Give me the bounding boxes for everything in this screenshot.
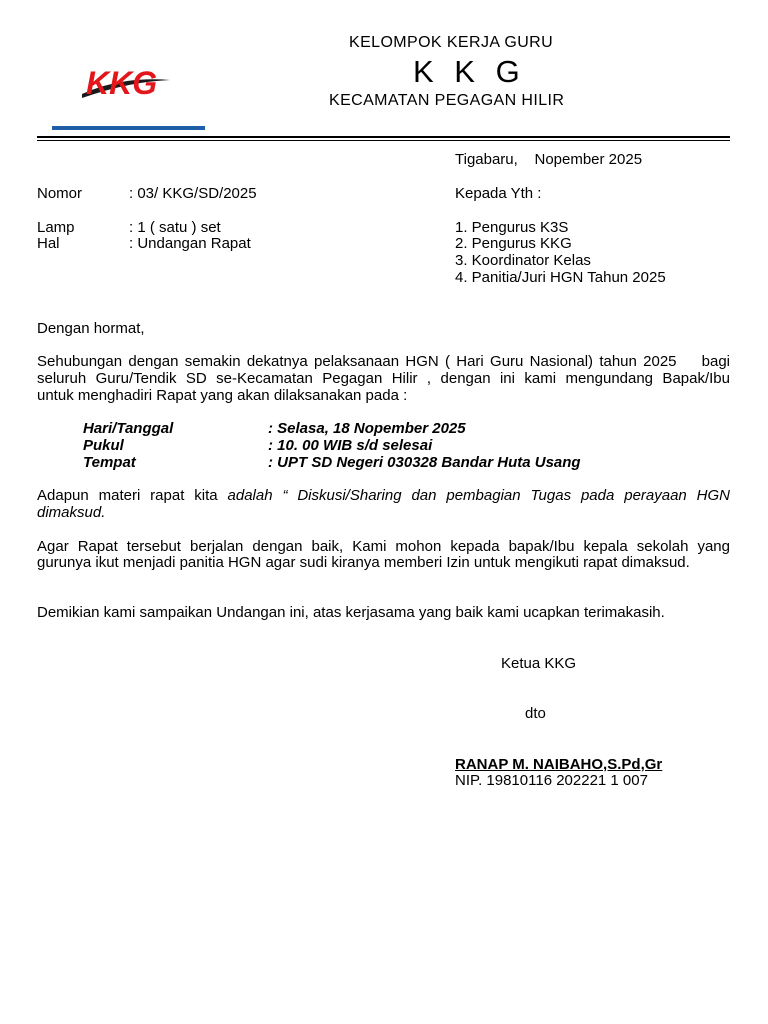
letterhead-divider-thin bbox=[37, 140, 730, 141]
signatory-name: RANAP M. NAIBAHO,S.Pd,Gr bbox=[455, 756, 663, 773]
meta-value-nomor: : 03/ KKG/SD/2025 bbox=[129, 185, 257, 202]
materi-line bbox=[37, 487, 730, 504]
recipient-item: 2. Pengurus KKG bbox=[455, 235, 572, 252]
meta-label-lamp: Lamp bbox=[37, 219, 75, 236]
meta-label-nomor: Nomor bbox=[37, 185, 83, 202]
recipient-item: 4. Panitia/Juri HGN Tahun 2025 bbox=[455, 269, 666, 286]
materi-line-end: dimaksud. bbox=[37, 504, 106, 521]
kkg-logo bbox=[52, 36, 205, 132]
signature-mark: dto bbox=[525, 705, 546, 722]
letterhead-district: KECAMATAN PEGAGAN HILIR bbox=[329, 92, 565, 109]
signature-title: Ketua KKG bbox=[501, 655, 577, 672]
detail-label-place: Tempat bbox=[83, 454, 136, 471]
intro-line: untuk menghadiri Rapat yang akan dilaksanakan pada : bbox=[37, 387, 408, 404]
kkg-logo-graphic bbox=[52, 36, 205, 132]
detail-value-date: : Selasa, 18 Nopember 2025 bbox=[268, 420, 466, 437]
materi-prefix: Adapun materi rapat kita bbox=[37, 487, 228, 504]
meta-value-hal: : Undangan Rapat bbox=[129, 235, 251, 252]
logo-footbar bbox=[52, 126, 205, 130]
meta-value-lamp: : 1 ( satu ) set bbox=[129, 219, 221, 236]
intro-line: seluruh Guru/Tendik SD se-Kecamatan Pegagan Hilir , dengan ini kami mengundang Bapak/Ibu bbox=[37, 370, 730, 387]
closing-statement: Demikian kami sampaikan Undangan ini, atas kerjasama yang baik kami ucapkan terimakasih. bbox=[37, 604, 665, 621]
meta-label-hal: Hal bbox=[37, 235, 60, 252]
logo-text: KKG bbox=[86, 65, 158, 101]
detail-value-time: : 10. 00 WIB s/d selesai bbox=[268, 437, 433, 454]
detail-value-place: : UPT SD Negeri 030328 Bandar Huta Usang bbox=[268, 454, 581, 471]
recipient-heading: Kepada Yth : bbox=[455, 185, 542, 202]
greeting: Dengan hormat, bbox=[37, 320, 145, 337]
letterhead-org-name: KELOMPOK KERJA GURU bbox=[349, 34, 554, 51]
request-line: gurunya ikut menjadi panitia HGN agar sudi kiranya memberi Izin untuk mengikuti rapat dimaksud. bbox=[37, 554, 690, 571]
letterhead-abbreviation: K K G bbox=[413, 54, 526, 89]
intro-line: Sehubungan dengan semakin dekatnya pelaksanaan HGN ( Hari Guru Nasional) tahun 2025 bagi bbox=[37, 353, 730, 370]
request-line: Agar Rapat tersebut berjalan dengan baik, Kami mohon kepada bapak/Ibu kepala sekolah yang bbox=[37, 538, 730, 555]
letterhead-divider-thick bbox=[37, 136, 730, 138]
recipient-item: 3. Koordinator Kelas bbox=[455, 252, 591, 269]
detail-label-time: Pukul bbox=[83, 437, 124, 454]
materi-topic: adalah “ Diskusi/Sharing dan pembagian Tugas pada perayaan HGN bbox=[227, 487, 731, 504]
signatory-nip: NIP. 19810116 202221 1 007 bbox=[455, 772, 648, 789]
detail-label-date: Hari/Tanggal bbox=[83, 420, 174, 437]
recipient-item: 1. Pengurus K3S bbox=[455, 219, 569, 236]
place-date: Tigabaru, Nopember 2025 bbox=[455, 151, 643, 168]
